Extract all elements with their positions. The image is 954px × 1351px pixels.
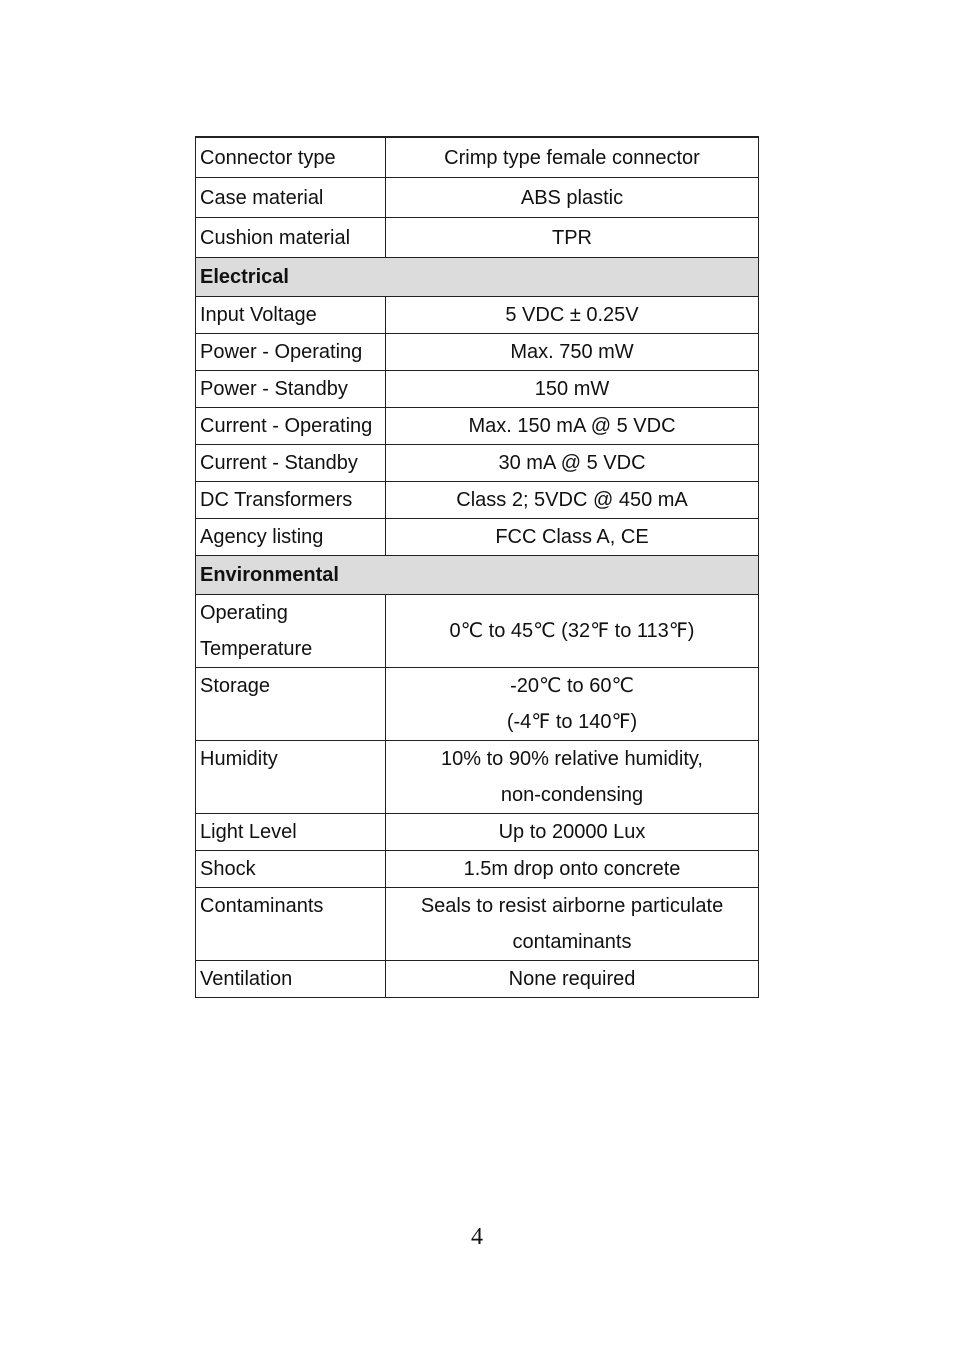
table-row — [196, 218, 759, 258]
table-row — [196, 961, 759, 998]
spec-label: Current - Operating — [196, 408, 386, 445]
table-row — [196, 297, 759, 334]
section-title-electrical: Electrical — [196, 258, 759, 297]
table-row — [196, 445, 759, 482]
spec-label-line: Operating — [200, 602, 288, 624]
spec-value — [386, 888, 759, 961]
table-row — [196, 408, 759, 445]
spec-value: Class 2; 5VDC @ 450 mA — [386, 482, 759, 519]
specifications-table — [195, 136, 759, 998]
spec-label: Power - Operating — [196, 334, 386, 371]
table-row — [196, 334, 759, 371]
spec-label: Agency listing — [196, 519, 386, 556]
spec-label: Connector type — [196, 137, 386, 178]
spec-value: Max. 750 mW — [386, 334, 759, 371]
table-row — [196, 371, 759, 408]
table-row — [196, 814, 759, 851]
spec-label — [196, 595, 386, 668]
spec-label: Humidity — [196, 741, 386, 814]
spec-label: Power - Standby — [196, 371, 386, 408]
spec-value: ABS plastic — [386, 178, 759, 218]
spec-value: 150 mW — [386, 371, 759, 408]
spec-value: 5 VDC ± 0.25V — [386, 297, 759, 334]
spec-label: Light Level — [196, 814, 386, 851]
table-row — [196, 888, 759, 961]
spec-value: 1.5m drop onto concrete — [386, 851, 759, 888]
spec-value-line: contaminants — [512, 931, 632, 953]
table-row — [196, 519, 759, 556]
spec-value: Crimp type female connector — [386, 137, 759, 178]
spec-value-line: 10% to 90% relative humidity, — [441, 748, 703, 770]
spec-label-line: Temperature — [200, 638, 313, 660]
spec-label: Cushion material — [196, 218, 386, 258]
table-row — [196, 668, 759, 741]
table-row — [196, 851, 759, 888]
spec-label: Current - Standby — [196, 445, 386, 482]
spec-label: Contaminants — [196, 888, 386, 961]
table-row — [196, 137, 759, 178]
spec-label: DC Transformers — [196, 482, 386, 519]
spec-value: Max. 150 mA @ 5 VDC — [386, 408, 759, 445]
page-number: 4 — [471, 1224, 483, 1250]
spec-label: Input Voltage — [196, 297, 386, 334]
spec-value: FCC Class A, CE — [386, 519, 759, 556]
spec-value: Up to 20000 Lux — [386, 814, 759, 851]
spec-label: Ventilation — [196, 961, 386, 998]
spec-label: Shock — [196, 851, 386, 888]
spec-value-line: non-condensing — [500, 784, 644, 806]
spec-value — [386, 741, 759, 814]
spec-value: None required — [386, 961, 759, 998]
spec-value-line: -20℃ to 60℃ — [510, 675, 634, 697]
spec-value — [386, 668, 759, 741]
table-row — [196, 741, 759, 814]
spec-value: 0℃ to 45℃ (32℉ to 113℉) — [386, 595, 759, 668]
spec-label: Case material — [196, 178, 386, 218]
spec-label: Storage — [196, 668, 386, 741]
table-row — [196, 595, 759, 668]
section-title-environmental: Environmental — [196, 556, 759, 595]
section-header-row — [196, 258, 759, 297]
spec-value-line: Seals to resist airborne particulate — [420, 895, 724, 917]
table-row — [196, 178, 759, 218]
section-header-row — [196, 556, 759, 595]
spec-value: 30 mA @ 5 VDC — [386, 445, 759, 482]
spec-value-line: (-4℉ to 140℉) — [506, 711, 638, 733]
spec-value: TPR — [386, 218, 759, 258]
table-row — [196, 482, 759, 519]
